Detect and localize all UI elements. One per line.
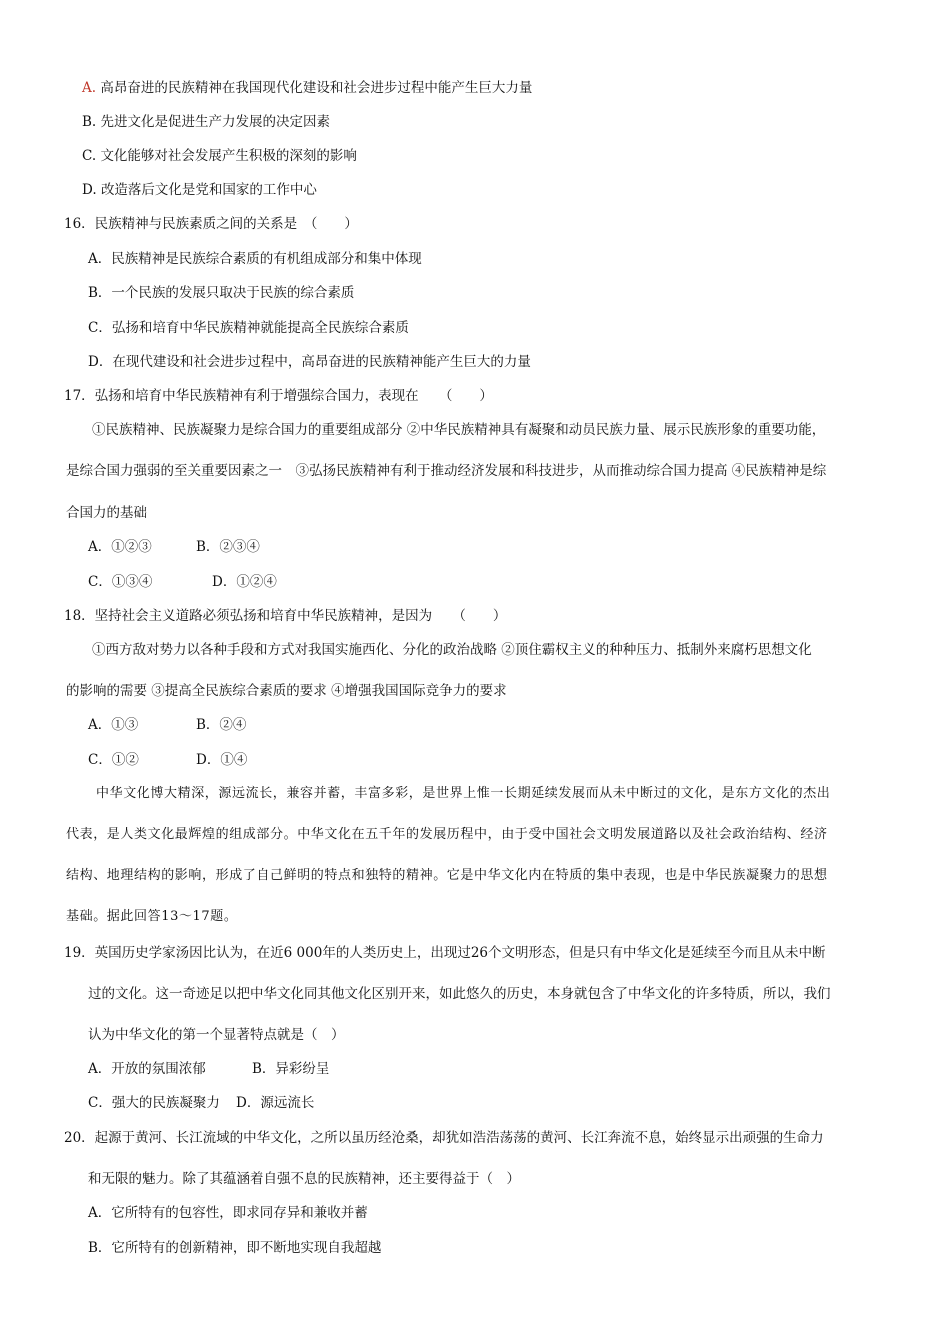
- q15-option-letter: B.: [82, 114, 97, 130]
- passage-line: 中华文化博大精深，源远流长，兼容并蓄，丰富多彩，是世界上惟一长期延续发展而从未中断过的文化，是东方文化的杰出: [96, 786, 831, 801]
- q16-option-a: A．民族精神是民族综合素质的有机组成部分和集中体现: [88, 251, 422, 267]
- q15-option-d: [82, 180, 317, 200]
- q15-option-text: 文化能够对社会发展产生积极的深刻的影响: [100, 148, 357, 164]
- q18-option-c: C．①②: [88, 752, 139, 768]
- q17-body-line: ①民族精神、民族凝聚力是综合国力的重要组成部分 ②中华民族精神具有凝聚和动员民族力量、展示民族形象的重要功能，: [92, 422, 826, 438]
- q20-option-b: B．它所特有的创新精神，即不断地实现自我超越: [88, 1240, 382, 1256]
- q18-body-line: 的影响的需要 ③提高全民族综合素质的要求 ④增强我国国际竞争力的要求: [66, 683, 507, 699]
- q15-option-c: [82, 146, 357, 166]
- q18-body-line: ①西方敌对势力以各种手段和方式对我国实施西化、分化的政治战略 ②顶住霸权主义的种种压力、抵制外来腐朽思想文化: [92, 642, 812, 658]
- q20-option-a: A．它所特有的包容性，即求同存异和兼收并蓄: [88, 1205, 368, 1221]
- q19-stem-line: 19．英国历史学家汤因比认为，在近6 000年的人类历史上，出现过26个文明形态，但是只有中华文化是延续至今而且从未中断: [64, 945, 826, 961]
- q17-option-d: D．①②④: [212, 574, 277, 590]
- passage-line: 代表，是人类文化最辉煌的组成部分。中华文化在五千年的发展历程中，由于受中国社会文明发展道路以及社会政治结构、经济: [66, 827, 828, 842]
- q15-option-letter: A.: [82, 80, 97, 96]
- q15-option-text: 先进文化是促进生产力发展的决定因素: [100, 114, 331, 130]
- q19-stem-line: 认为中华文化的第一个显著特点就是（ ）: [88, 1027, 345, 1043]
- q18-option-b: B．②④: [196, 717, 247, 733]
- q17-option-b: B．②③④: [196, 539, 260, 555]
- q15-option-a: [82, 78, 532, 98]
- q18-option-d: D．①④: [196, 752, 248, 768]
- q15-option-text: 高昂奋进的民族精神在我国现代化建设和社会进步过程中能产生巨大力量: [100, 80, 533, 96]
- q17-option-a: A．①②③: [88, 539, 152, 555]
- q17-body-line: 合国力的基础: [66, 505, 147, 521]
- q17-body-line: 是综合国力强弱的至关重要因素之一 ③弘扬民族精神有利于推动经济发展和科技进步，从而推动综合国力提高 ④民族精神是综: [66, 463, 827, 479]
- q15-option-letter: D.: [82, 182, 97, 198]
- q20-stem-line: 和无限的魅力。除了其蕴涵着自强不息的民族精神，还主要得益于（ ）: [88, 1171, 520, 1187]
- q19-option-b: B．异彩纷呈: [252, 1061, 330, 1077]
- passage-line: 基础。据此回答13～17题。: [66, 909, 238, 924]
- q15-option-letter: C.: [82, 148, 97, 164]
- q18-stem: 18．坚持社会主义道路必须弘扬和培育中华民族精神，是因为 （ ）: [64, 608, 507, 624]
- q16-option-b: B．一个民族的发展只取决于民族的综合素质: [88, 285, 355, 301]
- q15-option-b: [82, 112, 330, 132]
- passage-line: 结构、地理结构的影响，形成了自己鲜明的特点和独特的精神。它是中华文化内在特质的集中表现，也是中华民族凝聚力的思想: [66, 868, 828, 883]
- q19-option-d: D．源远流长: [236, 1095, 315, 1111]
- q16-stem: 16．民族精神与民族素质之间的关系是 （ ）: [64, 216, 358, 232]
- q16-option-d: D．在现代建设和社会进步过程中，高昂奋进的民族精神能产生巨大的力量: [88, 354, 531, 370]
- q16-option-c: C．弘扬和培育中华民族精神就能提高全民族综合素质: [88, 320, 409, 336]
- q19-stem-line: 过的文化。这一奇迹足以把中华文化同其他文化区别开来，如此悠久的历史，本身就包含了中华文化的许多特质，所以，我们: [88, 986, 831, 1002]
- q17-option-c: C．①③④: [88, 574, 153, 590]
- q17-stem: 17．弘扬和培育中华民族精神有利于增强综合国力，表现在 （ ）: [64, 388, 493, 404]
- q15-option-text: 改造落后文化是党和国家的工作中心: [100, 182, 317, 198]
- q19-option-a: A．开放的氛围浓郁: [88, 1061, 206, 1077]
- q19-option-c: C．强大的民族凝聚力: [88, 1095, 220, 1111]
- q18-option-a: A．①③: [88, 717, 139, 733]
- q20-stem-line: 20．起源于黄河、长江流域的中华文化，之所以虽历经沧桑，却犹如浩浩荡荡的黄河、长江奔流不息，始终显示出顽强的生命力: [64, 1130, 824, 1146]
